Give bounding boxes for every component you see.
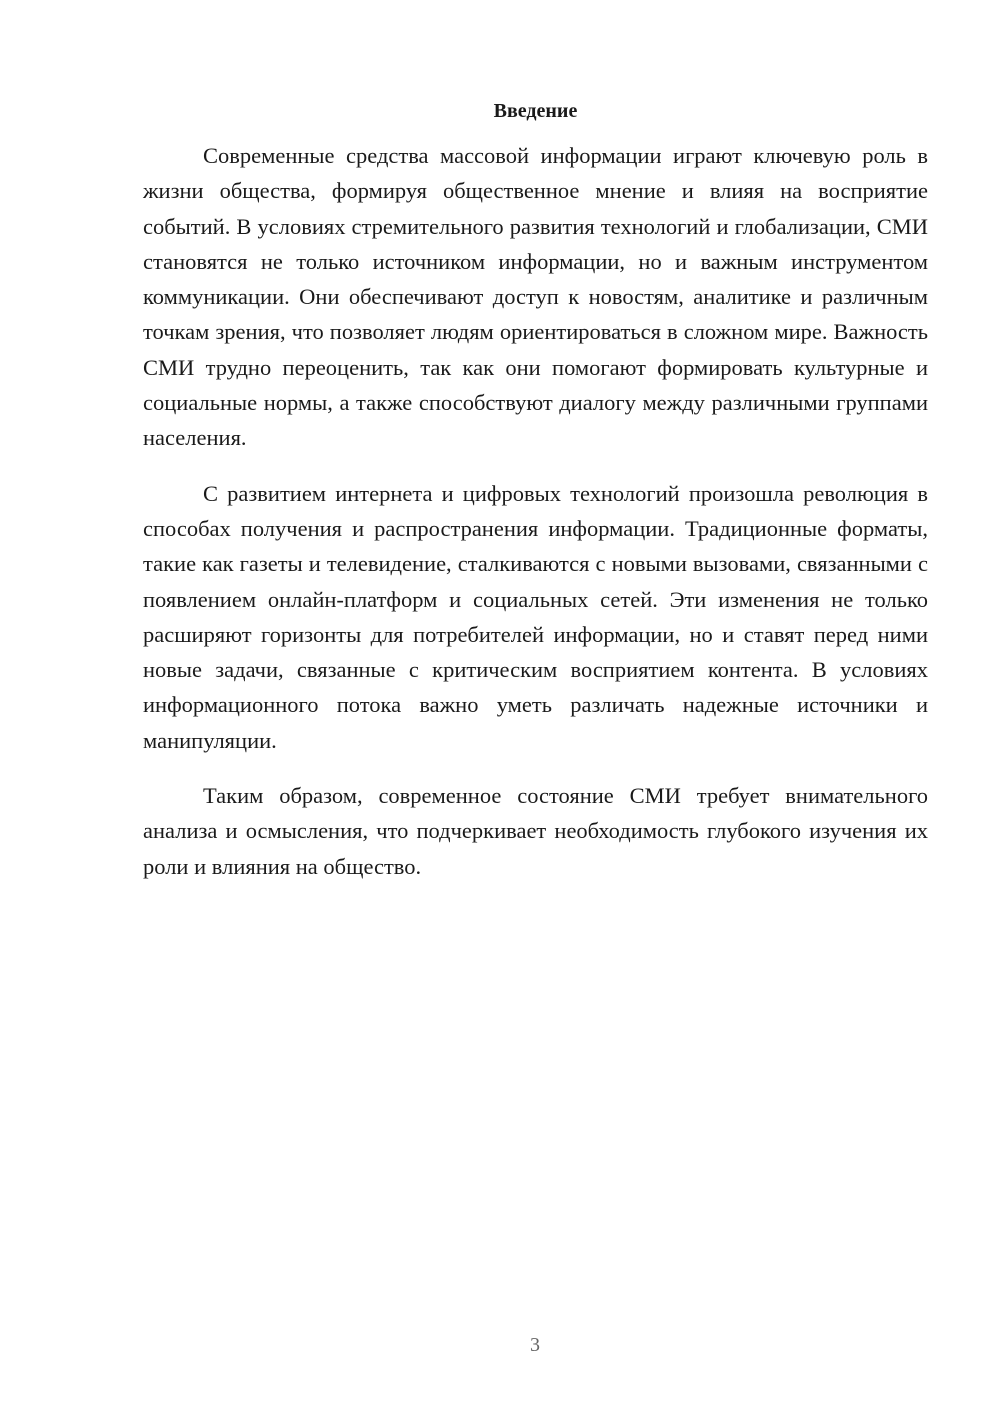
paragraph-1: Современные средства массовой информации играют ключевую роль в жизни общества, формируя общественное мнение и влияя на восприятие событий. В условиях стремительного развития технологий и глобализации, СМИ становятся не только источником информации, но и важным инструментом коммуникации. Они обеспечивают доступ к новостям, аналитике и различным точкам зрения, что позволяет людям ориентироваться в сложном мире. Важность СМИ трудно переоценить, так как они помогают формировать культурные и социальные нормы, а также способствуют диалогу между различными группами населения. bbox=[143, 143, 928, 451]
page-content bbox=[143, 96, 928, 904]
section-heading: Введение bbox=[493, 100, 578, 122]
page-number: 3 bbox=[530, 1334, 540, 1356]
paragraph-3: Таким образом, современное состояние СМИ требует внимательного анализа и осмысления, что подчеркивает необходимость глубокого изучения их роли и влияния на общество. bbox=[143, 783, 928, 879]
paragraph-2: С развитием интернета и цифровых технологий произошла революция в способах получения и распространения информации. Традиционные форматы, такие как газеты и телевидение, сталкиваются с новыми вызовами, связанными с появлением онлайн-платформ и социальных сетей. Эти изменения не только расширяют горизонты для потребителей информации, но и ставят перед ними новые задачи, связанные с критическим восприятием контента. В условиях информационного потока важно уметь различать надежные источники и манипуляции. bbox=[143, 480, 928, 753]
